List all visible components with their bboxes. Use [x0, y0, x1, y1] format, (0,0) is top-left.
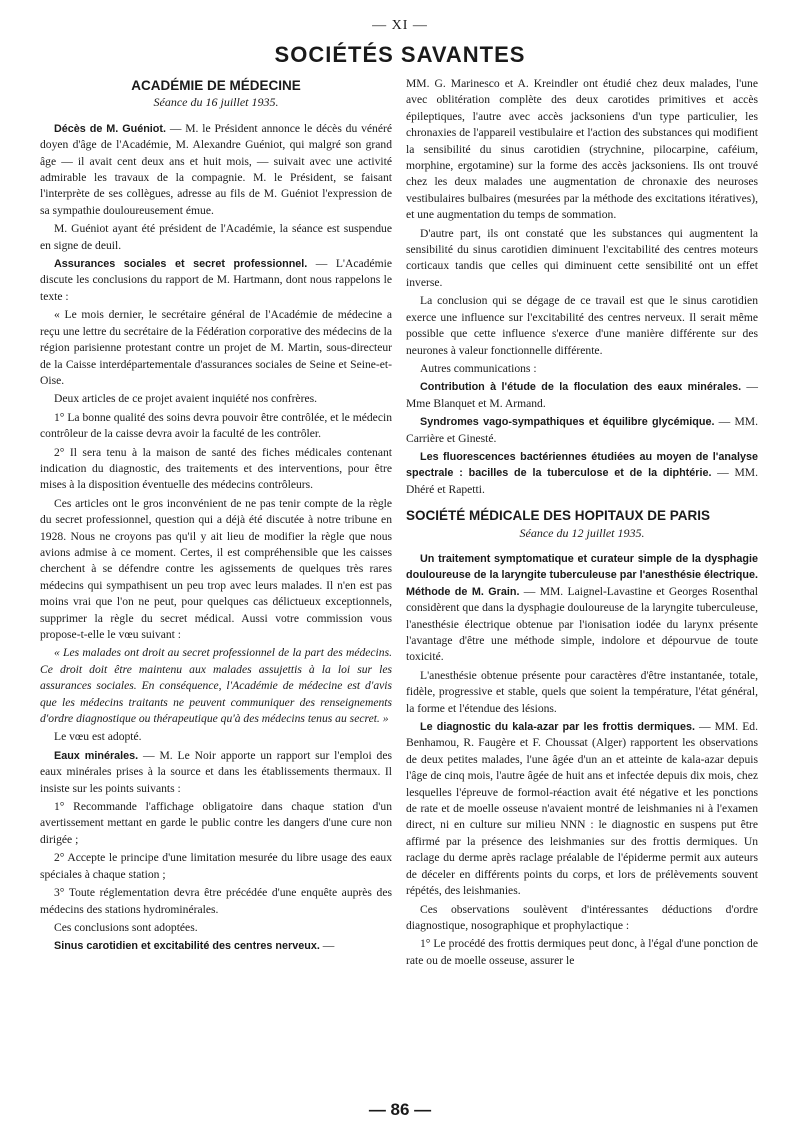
section-heading-academie: ACADÉMIE DE MÉDECINE	[131, 78, 301, 93]
paragraph	[40, 256, 392, 305]
paragraph: 3° Toute réglementation devra être précédée d'une enquête auprès des médecins des stations hydrominérales.	[40, 886, 392, 916]
item-body: — MM. Dhéré et Rapetti.	[406, 466, 758, 496]
paragraph: 1° Recommande l'affichage obligatoire dans chaque station d'un avertissement mettant en garde le public contre les dangers d'une cure non dirigée ;	[40, 800, 392, 846]
paragraph: Ces conclusions sont adoptées.	[54, 920, 198, 934]
seance-date: Séance du 12 juillet 1935.	[519, 525, 645, 540]
left-column	[40, 76, 392, 957]
communication	[406, 449, 758, 498]
item-heading: Les fluorescences bactériennes étudiées au moyen de l'analyse spectrale : bacilles de la tuberculose et de la diphtérie.	[406, 450, 758, 480]
communication	[406, 379, 758, 412]
item-heading: Syndromes vago-sympathiques et équilibre glycémique.	[420, 416, 715, 429]
paragraph: « Le mois dernier, le secrétaire général de l'Académie de médecine a reçu une lettre du secrétaire de la Fédération corporative des médecins de la région parisienne protestant contre un projet de M. Martin, sous-directeur de la Caisse interdépartementale d'assurances sociales de Seine et Seine-et-Oise.	[40, 308, 392, 387]
page-title: SOCIÉTÉS SAVANTES	[274, 42, 526, 67]
item-heading: Contribution à l'étude de la floculation des eaux minérales.	[420, 381, 742, 394]
page-number: — 86 —	[368, 1100, 432, 1119]
paragraph	[40, 748, 392, 797]
item-body: —	[319, 939, 335, 953]
paragraph: 1° La bonne qualité des soins devra pouvoir être contrôlée, et le médecin contrôleur de la caisse devra avoir la faculté de les contrôler.	[40, 410, 392, 441]
item-body: — M. le Président annonce le décès du vénéré doyen d'âge de l'Académie, M. Alexandre Guéniot, qui malgré son grand âge — il avait cent deux ans et huit mois, — suivait avec une activité admirable les travaux de la compagnie. M. le Président, se faisant l'interprète de ses collègues, adresse au fils de M. Guéniot l'expression de sa sympathie douloureusement émue.	[40, 121, 392, 217]
paragraph: 2° Accepte le principe d'une limitation mesurée du libre usage des eaux spéciales à chaque station ;	[40, 851, 392, 881]
paragraph: Autres communications :	[420, 361, 537, 375]
item-body: — MM. Laignel-Lavastine et Georges Rosenthal considèrent que dans la dysphagie douloureuse de la laryngite tuberculeuse, l'anesthésie électrique obtenue par l'ionisation iodée du larynx présente l'avantage d'être une méthode simple, indolore et dépourvue de toute toxicité.	[406, 584, 758, 664]
paragraph	[40, 121, 392, 219]
item-heading: Un traitement symptomatique et curateur simple de la dysphagie douloureuse de la laryngite tuberculeuse par l'anesthésie électrique. Méthode de M. Grain.	[406, 552, 758, 598]
paragraph: 2° Il sera tenu à la maison de santé des fiches médicales contenant indication du diagnostic, des traitements et des interventions, pour être mises à la disposition éventuelle des médecins contrôleurs.	[40, 445, 392, 492]
item-heading: Le diagnostic du kala-azar par les frottis dermiques.	[420, 721, 695, 734]
paragraph: D'autre part, ils ont constaté que les substances qui augmentent la sensibilité du sinus carotidien diminuent l'excitabilité des centres moteurs corticaux tandis que celles qui diminuent cette sensibilité ont un effet inverse.	[406, 226, 758, 289]
item-heading: Eaux minérales.	[54, 749, 139, 762]
paragraph: Le vœu est adopté.	[54, 730, 142, 744]
paragraph: L'anesthésie obtenue présente pour caractères d'être instantanée, totale, fidèle, progressive et stable, quels que soient la température, l'état général, la forme et l'étendue des lésions.	[406, 668, 758, 715]
paragraph: La conclusion qui se dégage de ce travail est que le sinus carotidien exerce une influence sur l'excitabilité des centres nerveux. Il serait même possible que cette influence s'exerce d'une manière différente sur des neurones à valeur fonctionnelle différente.	[406, 294, 758, 357]
item-body: — MM. Carrière et Ginesté.	[406, 415, 758, 445]
paragraph: Ces articles ont le gros inconvénient de ne pas tenir compte de la règle du secret professionnel, question qui a déjà été discutée à notre tribune en 1928. Nous ne croyons pas qu'il y ait lieu de modifier la règle que nous avions admise à ce moment. Certes, il est compréhensible que les caisses cherchent à se défendre contre les agissements de quelques très rares médecins qui sympathisent un peu trop avec leurs malades. Il n'en est pas moins vrai que l'on ne peut, pour quelques cas délictueux exceptionnels, supprimer la règle du secret médical. Aussi votre commission vous propose-t-elle le vœu suivant :	[40, 496, 392, 641]
paragraph: MM. G. Marinesco et A. Kreindler ont étudié chez deux malades, l'une avec oblitération complète des deux carotides primitives et accès épileptiques, l'autre avec accès jacksoniens d'un type particulier, les chronaxies de l'appareil vestibulaire et l'action des substances qui modifient la sensibilité du sinus carotidien (strychnine, pilocarpine, caféium, morphine, ergotamine) sur la forme des accès jacksoniens. Ils ont trouvé chez les deux malades une augmentation de chronaxie des neuroses vestibulaires bulbaires (mesurées par la méthode des excitations itératives), et une augmentation du temps de sommation.	[406, 77, 758, 222]
communication	[406, 414, 758, 447]
item-body: — L'Académie discute les conclusions du rapport de M. Hartmann, dont nous rappelons le texte :	[40, 257, 392, 303]
paragraph	[406, 551, 758, 666]
item-body: — Mme Blanquet et M. Armand.	[406, 380, 758, 410]
item-heading: Décès de M. Guéniot.	[54, 122, 166, 135]
paragraph: 1° Le procédé des frottis dermiques peut donc, à l'égal d'une ponction de rate ou de moelle osseuse, assurer le	[406, 937, 758, 967]
section-heading-hopitaux: SOCIÉTÉ MÉDICALE DES HOPITAUX DE PARIS	[406, 508, 711, 524]
seance-date: Séance du 16 juillet 1935.	[153, 95, 279, 110]
paragraph: Deux articles de ce projet avaient inquiété nos confrères.	[54, 392, 317, 406]
item-heading: Assurances sociales et secret professionnel.	[54, 258, 308, 271]
paragraph	[406, 719, 758, 899]
paragraph: M. Guéniot ayant été président de l'Académie, la séance est suspendue en signe de deuil.	[40, 222, 392, 252]
paragraph: Ces observations soulèvent d'intéressantes déductions d'ordre diagnostique, nosographique et prophylactique :	[406, 902, 758, 932]
item-body: — MM. Ed. Benhamou, R. Faugère et F. Choussat (Alger) rapportent les observations de deux petites malades, l'une âgée d'un an et atteinte de kala-azar depuis l'âge de cinq mois, l'autre âgée de huit ans et infectée depuis dix mois, chez lesquelles l'épreuve de formol-réaction avait été négative et les ponctions de rate et de moelle osseuse n'avaient montré de leishmanies ni à l'examen direct, ni en culture sur milieu NNN : le diagnostic en suspens put être affirmé par la présence des leishmanies sur des frottis dermiques. Un raclage du derme après raclage préalable de l'épiderme permit aux auteurs de déceler en différents points du corps, et lors de prélèvements souvent répétés, des leishmanies.	[406, 720, 758, 898]
item-heading: Sinus carotidien et excitabilité des centres nerveux.	[54, 940, 320, 953]
roman-folio: — XI —	[372, 18, 428, 33]
paragraph	[40, 938, 392, 954]
right-column	[406, 76, 758, 971]
item-body: — M. Le Noir apporte un rapport sur l'emploi des eaux minérales prises à la source et dans les établissements thermaux. Il insiste sur les points suivants :	[40, 748, 392, 795]
quoted-resolution: « Les malades ont droit au secret professionnel de la part des médecins. Ce droit doit être maintenu aux malades assujettis à la loi sur les assurances sociales. En conséquence, l'Académie de médecine est d'avis que les médecins traitants ne peuvent communiquer des renseignements d'ordre diagnostique ou thérapeutique qu'à des médecins tenus au secret. »	[40, 646, 392, 726]
